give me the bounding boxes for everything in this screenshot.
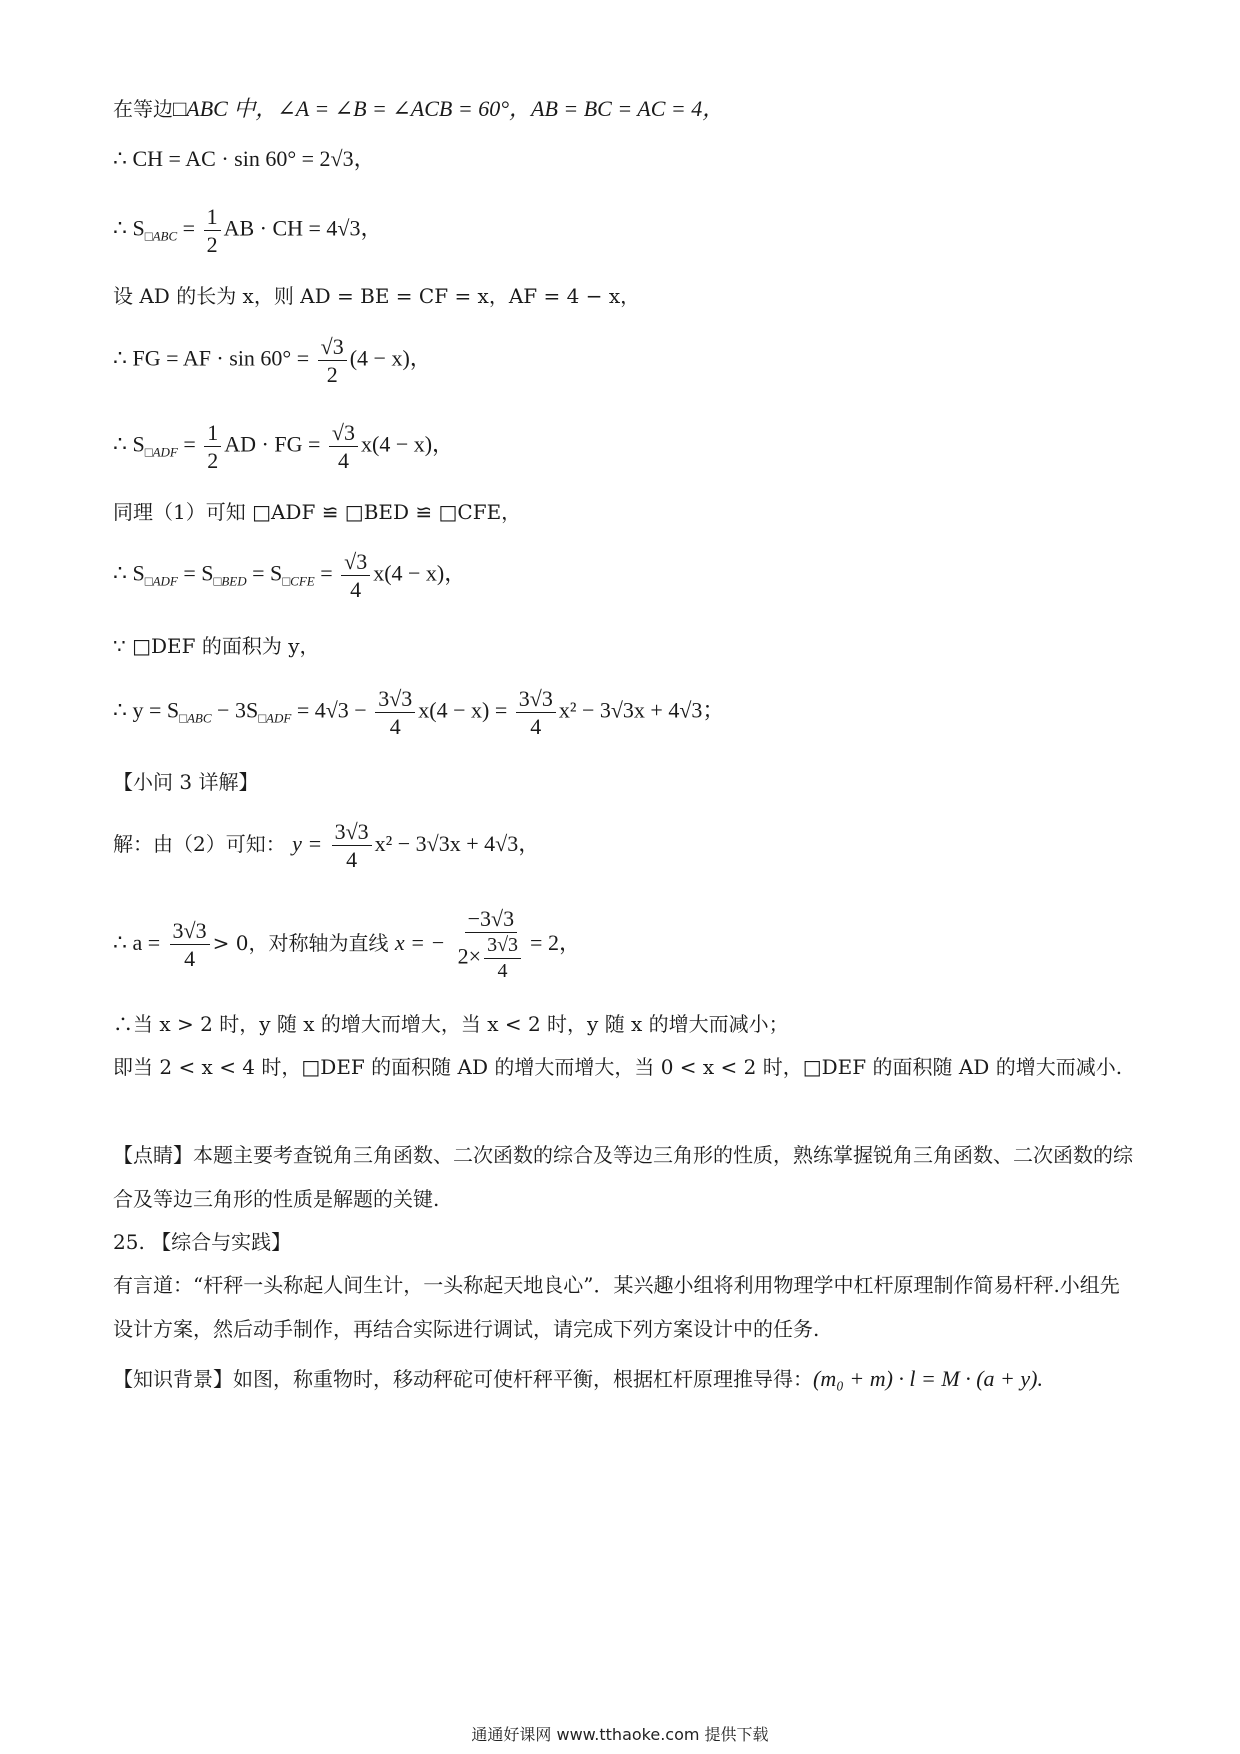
denominator: 4 xyxy=(337,448,349,474)
line-1-math: □ABC 中，∠A = ∠B = ∠ACB = 60°，AB = BC = AC = 4， xyxy=(173,96,725,121)
denominator: 2 xyxy=(326,362,338,388)
text: AB · CH = 4√3， xyxy=(223,215,383,241)
line-13 xyxy=(113,907,581,982)
numerator: √3 xyxy=(329,421,358,447)
text: x(4 − x)， xyxy=(361,431,455,457)
text: 【知识背景】如图，称重物时，移动秤砣可使杆秤平衡，根据杠杆原理推导得： xyxy=(113,1367,813,1391)
problem-25-heading: 25. 【综合与实践】 xyxy=(113,1230,292,1254)
text: = S xyxy=(177,560,214,586)
text: ∴ a = xyxy=(113,930,161,956)
footer: 通通好课网 www.tthaoke.com 提供下载 xyxy=(471,1725,769,1744)
fraction-axis-of-symmetry xyxy=(455,907,527,982)
numerator: 3√3 xyxy=(484,935,521,959)
subscript: □ADF xyxy=(258,710,292,726)
line-14: ∴当 x > 2 时，y 随 x 的增大而增大，当 x < 2 时，y 随 x 的增大而减小； xyxy=(113,1012,789,1036)
line-7: 同理（1）可知 □ADF ≌ □BED ≌ □CFE， xyxy=(113,500,522,524)
fraction-half xyxy=(204,205,221,256)
numerator: 3√3 xyxy=(332,820,372,846)
text: − 3S xyxy=(211,697,259,723)
formula: (m₀ + m) · l = M · (a + y). xyxy=(813,1366,1043,1391)
line-10 xyxy=(113,687,724,738)
line-4: 设 AD 的长为 x，则 AD = BE = CF = x，AF = 4 − x， xyxy=(113,284,641,308)
line-15: 即当 2 < x < 4 时，□DEF 的面积随 AD 的增大而增大，当 0 < x < 2 时，□DEF 的面积随 AD 的增大而减小. xyxy=(113,1055,1123,1079)
knowledge-background xyxy=(113,1366,1043,1392)
denominator: 4 xyxy=(497,960,508,983)
text: = 2， xyxy=(530,930,581,956)
fraction-half xyxy=(204,421,221,472)
text: = S xyxy=(246,560,283,586)
text: x = − xyxy=(394,930,446,956)
fraction-root3-over-4 xyxy=(341,550,370,601)
fraction-3root3-over-4 xyxy=(170,919,210,970)
numerator: 3√3 xyxy=(516,687,556,713)
text: ∴ S xyxy=(113,215,145,241)
numerator: 1 xyxy=(204,205,221,231)
line-2: ∴ CH = AC · sin 60° = 2√3， xyxy=(113,146,376,171)
text: ∴ y = S xyxy=(113,697,180,723)
section-heading-q3: 【小问 3 详解】 xyxy=(113,770,259,794)
text: x(4 − x) = xyxy=(418,697,508,723)
text: x(4 − x)， xyxy=(373,560,467,586)
numerator: 1 xyxy=(204,421,221,447)
text: 2× xyxy=(457,943,482,969)
subscript: □ADF xyxy=(144,573,178,589)
text: y = xyxy=(292,831,323,857)
numerator: √3 xyxy=(318,335,347,361)
text: x² − 3√3x + 4√3， xyxy=(374,831,541,857)
text: 解：由（2）可知： xyxy=(113,832,286,857)
line-1-text: 在等边 xyxy=(113,97,173,121)
text: ∴ S xyxy=(113,431,145,457)
subscript: □CFE xyxy=(282,573,315,589)
line-8 xyxy=(113,550,466,601)
subscript: □BED xyxy=(213,573,247,589)
fraction-3root3-over-4 xyxy=(516,687,556,738)
numerator: −3√3 xyxy=(465,907,517,933)
line-6: ∴ $S_{□ADF}$ = $\frac{1}{2}$ AD · FG = $\frac{√3}{4}$ x(4 − x)， xyxy=(113,420,455,474)
fraction-root3-over-4 xyxy=(329,421,358,472)
problem-25-intro: 有言道：“杆秤一头称起人间生计，一头称起天地良心”．某兴趣小组将利用物理学中杠杆原理制作简易杆秤.小组先设计方案，然后动手制作，再结合实际进行调试，请完成下列方案设计中的任务. xyxy=(113,1273,1120,1341)
fraction-3root3-over-4-inner xyxy=(484,935,521,982)
subscript: □ABC xyxy=(144,228,178,244)
denominator xyxy=(455,933,527,982)
denominator: 4 xyxy=(346,847,358,873)
subscript: □ABC xyxy=(179,710,212,726)
text: = 4√3 − xyxy=(291,697,367,723)
text: (4 − x)， xyxy=(349,345,432,371)
text: AD · FG = xyxy=(224,431,321,457)
numerator: 3√3 xyxy=(375,687,415,713)
subscript: □ADF xyxy=(144,444,178,460)
line-12 xyxy=(113,820,540,871)
denominator: 2 xyxy=(207,448,219,474)
text: > 0，对称轴为直线 xyxy=(212,931,389,956)
numerator: √3 xyxy=(341,550,370,576)
denominator: 4 xyxy=(389,714,401,740)
text: x² − 3√3x + 4√3； xyxy=(558,697,725,723)
text: = xyxy=(314,560,333,586)
fraction-root3-over-2 xyxy=(318,335,347,386)
denominator: 2 xyxy=(206,232,218,258)
denominator: 4 xyxy=(350,577,362,603)
text: ∴ S xyxy=(113,560,145,586)
fraction-3root3-over-4 xyxy=(332,820,372,871)
line-9: ∵ □DEF 的面积为 y， xyxy=(113,634,320,658)
tip-paragraph: 【点睛】本题主要考查锐角三角函数、二次函数的综合及等边三角形的性质，熟练掌握锐角三角函数、二次函数的综合及等边三角形的性质是解题的关键. xyxy=(113,1143,1133,1211)
line-3: ∴ $S_{□ABC}$ = $\frac{1}{2}$ AB · CH = 4√3， xyxy=(113,204,383,258)
denominator: 4 xyxy=(530,714,542,740)
text: ∴ FG = AF · sin 60° = xyxy=(113,345,310,371)
fraction-3root3-over-4 xyxy=(375,687,415,738)
numerator: 3√3 xyxy=(170,919,210,945)
line-1 xyxy=(113,96,724,122)
denominator: 4 xyxy=(184,946,196,972)
line-5 xyxy=(113,335,432,386)
